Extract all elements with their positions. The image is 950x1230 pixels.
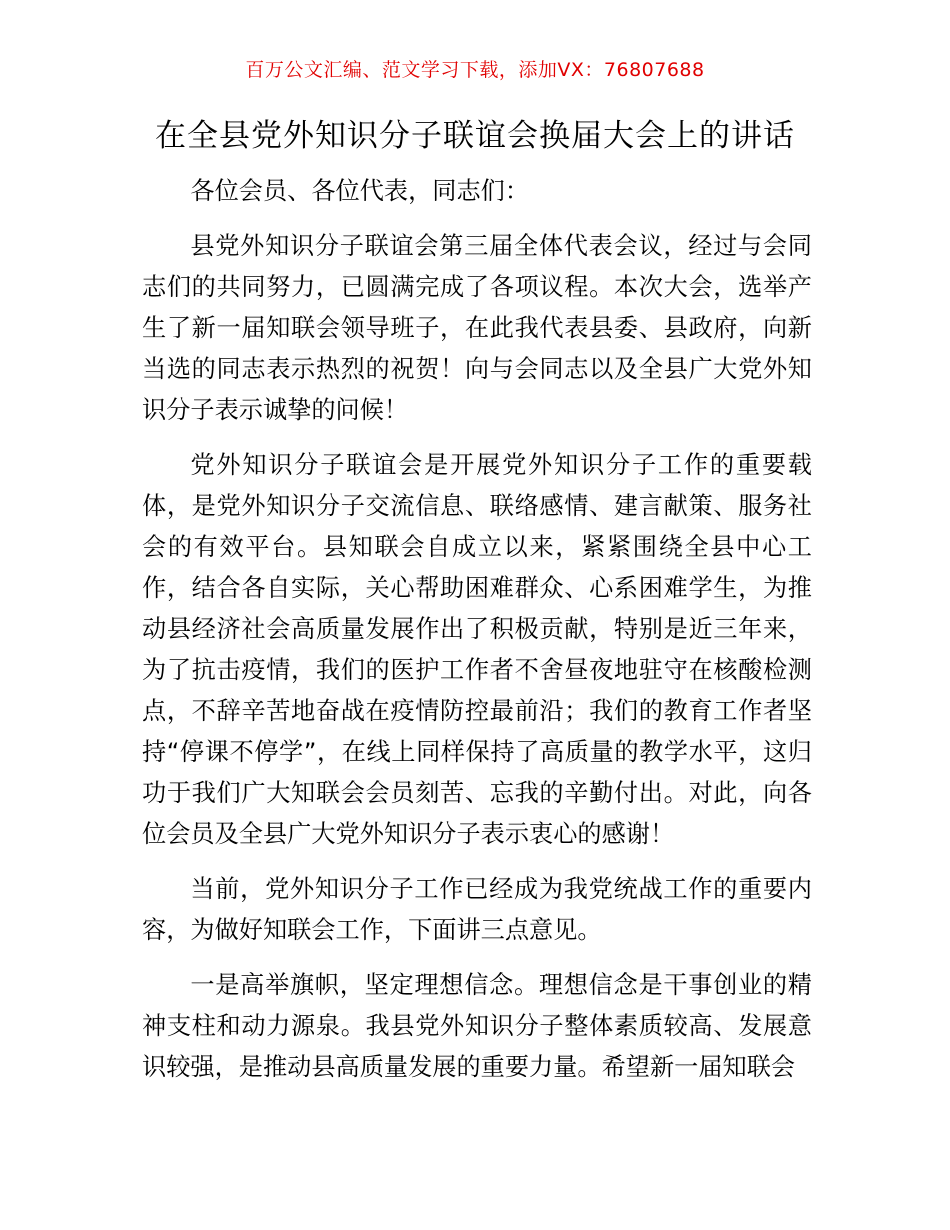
header-banner: 百万公文汇编、范文学习下载，添加VX：76807688 xyxy=(245,59,705,81)
paragraph-2: 党外知识分子联谊会是开展党外知识分子工作的重要载体，是党外知识分子交流信息、联络感情、建言献策、服务社会的有效平台。县知联会自成立以来，紧紧围绕全县中心工作，结合各自实际，关心帮助困难群众、心系困难学生，为推动县经济社会高质量发展作出了积极贡献，特别是近三年来，为了抗击疫情，我们的医护工作者不舍昼夜地驻守在核酸检测点，不辞辛苦地奋战在疫情防控最前沿；我们的教育工作者坚持“停课不停学”，在线上同样保持了高质量的教学水平，这归功于我们广大知联会会员刻苦、忘我的辛勤付出。对此，向各位会员及全县广大党外知识分子表示衷心的感谢！ xyxy=(142,451,812,848)
paragraph-3: 当前，党外知识分子工作已经成为我党统战工作的重要内容，为做好知联会工作，下面讲三点意见。 xyxy=(142,875,812,944)
greeting: 各位会员、各位代表，同志们： xyxy=(190,177,530,205)
paragraph-1: 县党外知识分子联谊会第三届全体代表会议，经过与会同志们的共同努力，已圆满完成了各项议程。本次大会，选举产生了新一届知联会领导班子，在此我代表县委、县政府，向新当选的同志表示热烈的祝贺！向与会同志以及全县广大党外知识分子表示诚挚的问候！ xyxy=(142,232,812,424)
paragraph-4: 一是高举旗帜，坚定理想信念。理想信念是干事创业的精神支柱和动力源泉。我县党外知识分子整体素质较高、发展意识较强，是推动县高质量发展的重要力量。希望新一届知联会 xyxy=(142,971,812,1081)
document-body xyxy=(142,171,812,1102)
document-title: 在全县党外知识分子联谊会换届大会上的讲话 xyxy=(155,118,795,154)
